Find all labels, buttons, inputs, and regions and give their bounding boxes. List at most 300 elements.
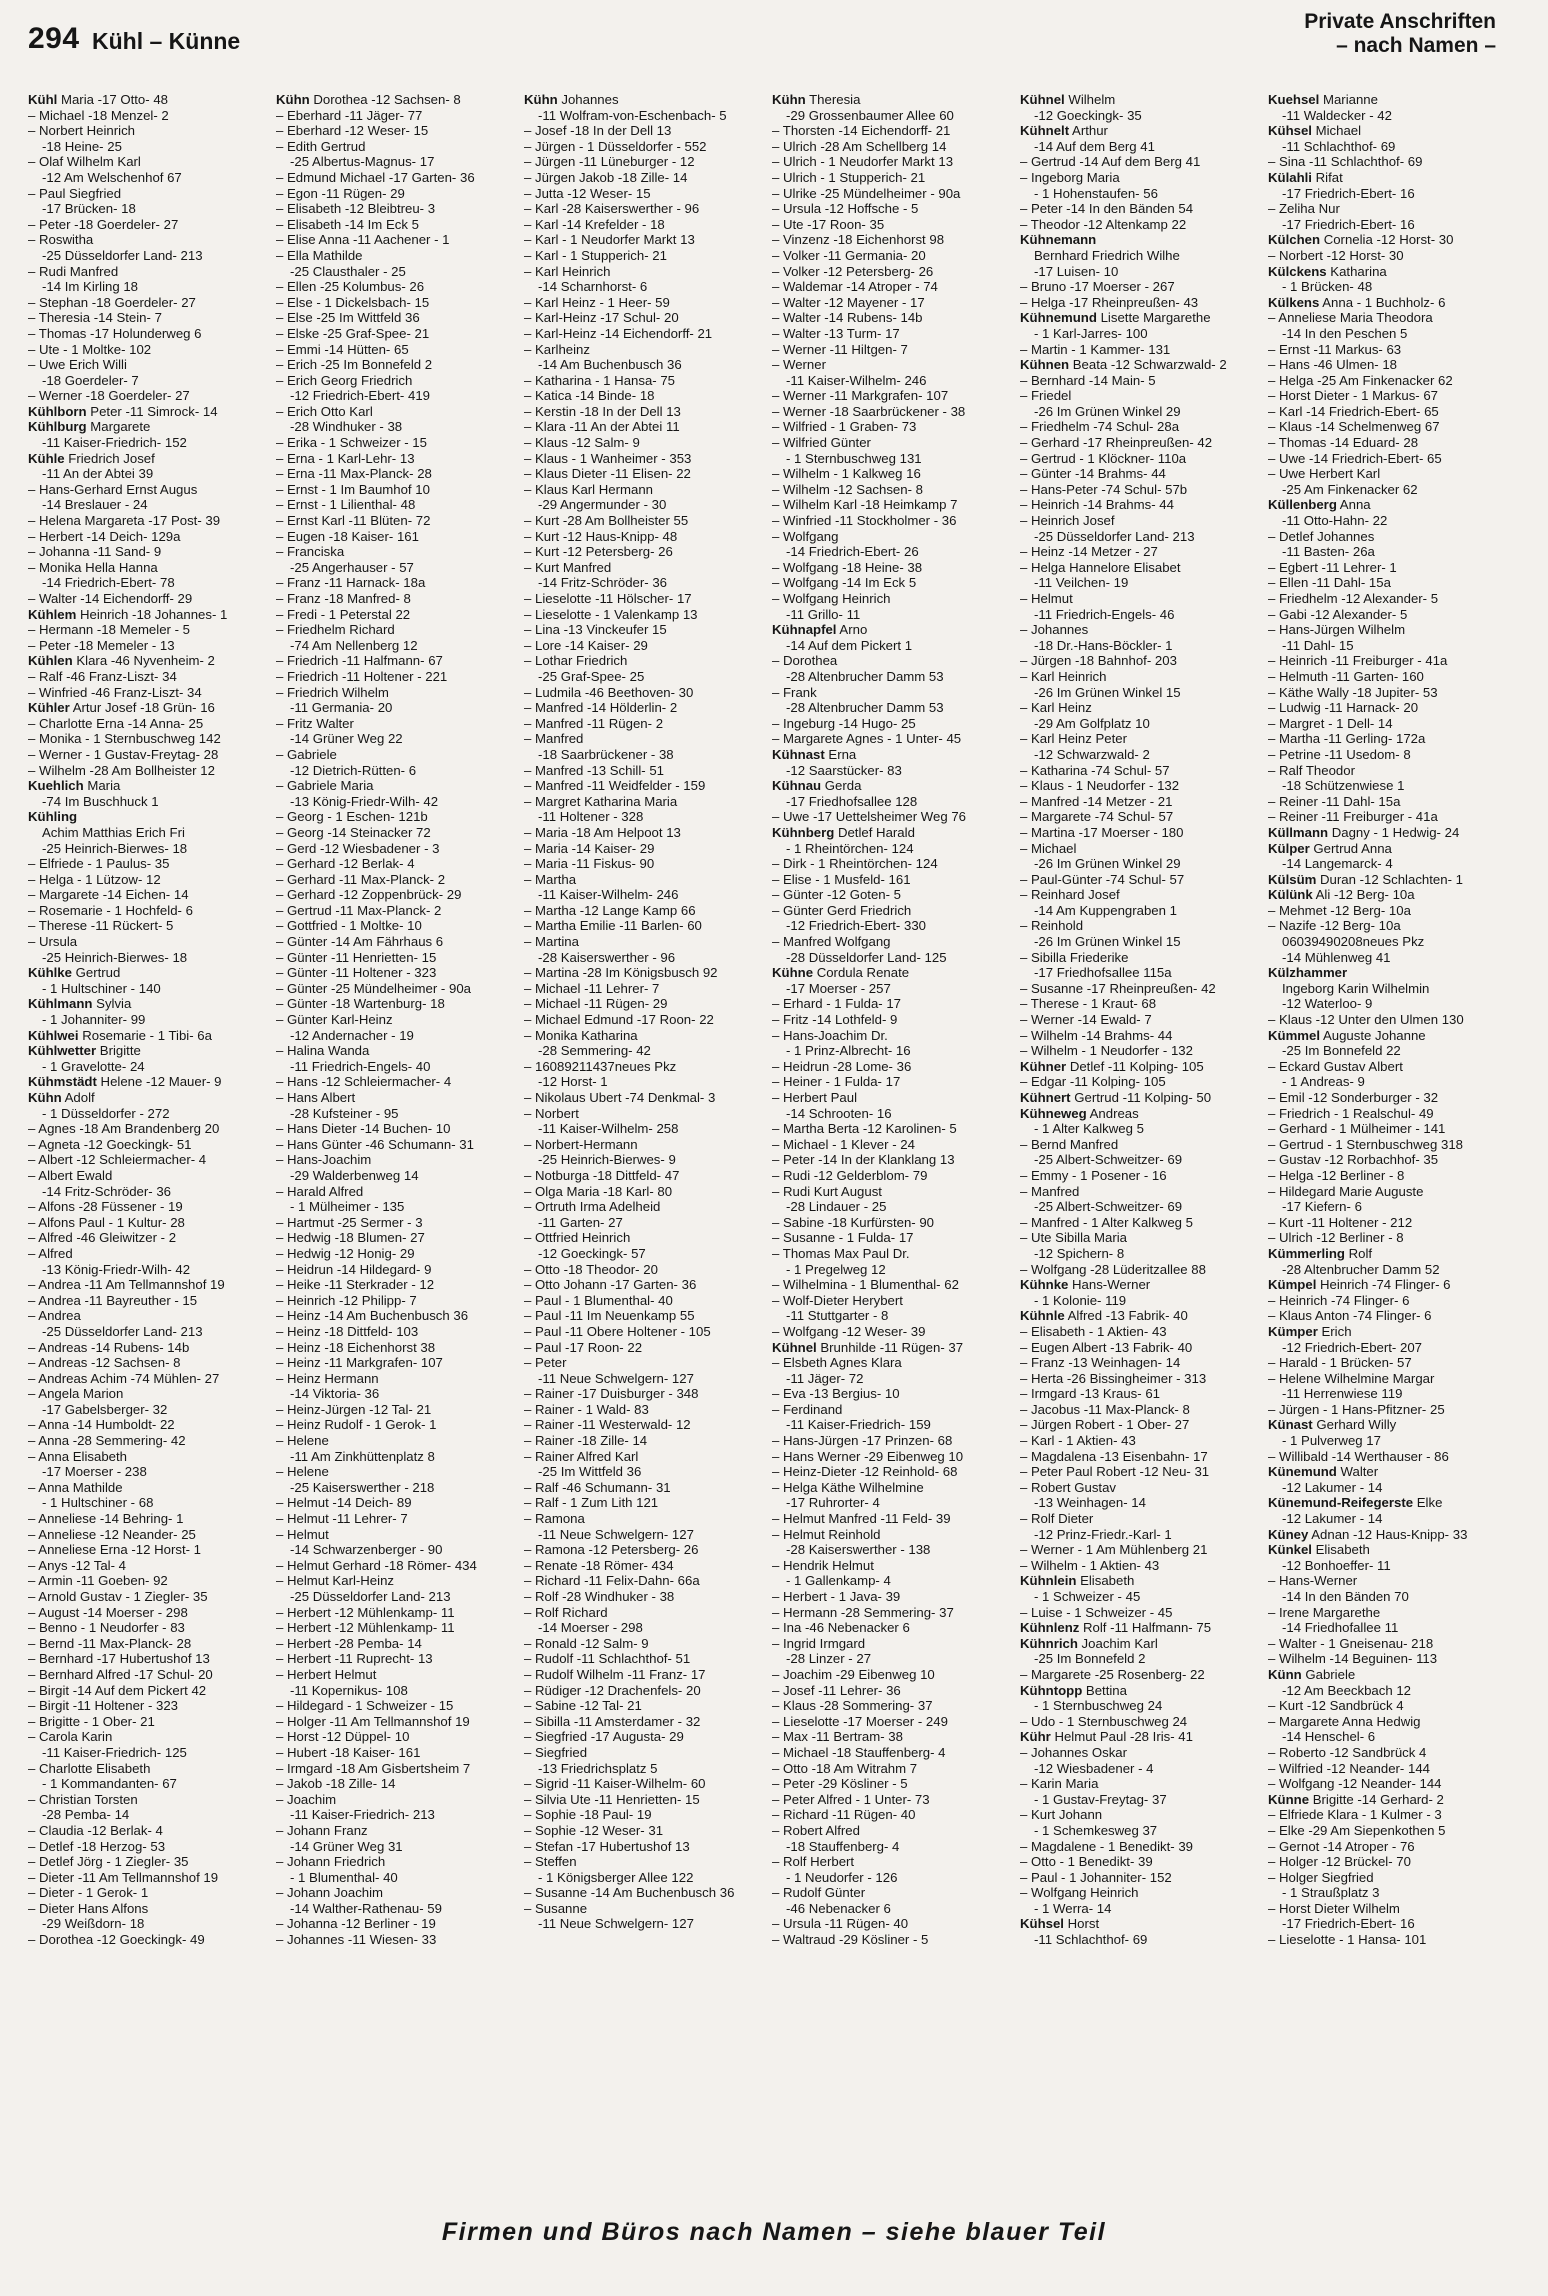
directory-entry: – Rudolf -11 Schlachthof- 51 xyxy=(524,1651,691,1667)
directory-entry: – Harald Alfred xyxy=(276,1183,364,1199)
directory-entry: – Emmi -14 Hütten- 65 xyxy=(276,341,409,357)
directory-entry: – Karl - 1 Neudorfer Markt 13 xyxy=(524,232,695,248)
directory-entry: – Karl -14 Friedrich-Ebert- 65 xyxy=(1268,403,1439,419)
directory-entry: – Rainer -11 Westerwald- 12 xyxy=(524,1417,691,1433)
directory-entry: – Heidrun -28 Lome- 36 xyxy=(772,1058,912,1074)
directory-entry: – Heinz Hermann xyxy=(276,1370,379,1386)
directory-entry: – Wolfgang -14 Im Eck 5 xyxy=(772,575,917,591)
directory-entry: – Jürgen - 1 Hans-Pfitzner- 25 xyxy=(1268,1401,1445,1417)
directory-entry: – Heike -11 Sterkrader - 12 xyxy=(276,1277,435,1293)
directory-entry: – Claudia -12 Berlak- 4 xyxy=(28,1822,163,1838)
directory-entry: – Heidrun -14 Hildegard- 9 xyxy=(276,1261,432,1277)
directory-entry: -11 Basten- 26a xyxy=(1282,544,1375,560)
directory-entry: – Else - 1 Dickelsbach- 15 xyxy=(276,294,430,310)
directory-entry: – Helmut xyxy=(276,1526,329,1542)
directory-entry: – Susanne -17 Rheinpreußen- 42 xyxy=(1020,980,1216,996)
directory-entry: Kühntopp Bettina xyxy=(1020,1682,1127,1698)
directory-entry: – Eberhard -11 Jäger- 77 xyxy=(276,107,423,123)
directory-entry: – Michael Edmund -17 Roon- 22 xyxy=(524,1012,714,1028)
directory-entry: -14 Friedrich-Ebert- 78 xyxy=(42,575,175,591)
directory-entry: – Birgit -11 Holtener - 323 xyxy=(28,1698,179,1714)
directory-entry: – Anneliese Maria Theodora xyxy=(1268,310,1433,326)
directory-entry: Kühnlein Elisabeth xyxy=(1020,1573,1135,1589)
directory-entry: – Armin -11 Goeben- 92 xyxy=(28,1573,168,1589)
directory-entry: - 1 Gallenkamp- 4 xyxy=(786,1573,891,1589)
directory-entry: -14 Viktoria- 36 xyxy=(290,1386,380,1402)
directory-entry: – Jacobus -11 Max-Planck- 8 xyxy=(1020,1401,1190,1417)
directory-entry: – Klara -11 An der Abtei 11 xyxy=(524,419,680,435)
directory-entry: -29 Angermunder - 30 xyxy=(538,497,667,513)
directory-entry: – Joachim -29 Eibenweg 10 xyxy=(772,1666,935,1682)
directory-entry: – Anna Elisabeth xyxy=(28,1448,127,1464)
directory-entry: – Erich -25 Im Bonnefeld 2 xyxy=(276,357,433,373)
directory-entry: - 1 Sternbuschweg 131 xyxy=(786,450,922,466)
directory-entry: – Helmut Karl-Heinz xyxy=(276,1573,394,1589)
directory-entry: – Mehmet -12 Berg- 10a xyxy=(1268,902,1411,918)
directory-entry: – Margarete -25 Rosenberg- 22 xyxy=(1020,1666,1205,1682)
directory-entry: – Frank xyxy=(772,684,817,700)
directory-entry: Kühnen Beata -12 Schwarzwald- 2 xyxy=(1020,357,1227,373)
directory-entry: – Paul-Günter -74 Schul- 57 xyxy=(1020,871,1185,887)
directory-entry: – Ottfried Heinrich xyxy=(524,1230,631,1246)
directory-entry: – Stefan -17 Hubertushof 13 xyxy=(524,1838,690,1854)
directory-entry: Küllmann Dagny - 1 Hedwig- 24 xyxy=(1268,824,1460,840)
directory-entry: Kühn Adolf xyxy=(28,1090,95,1105)
directory-entry: – Heinz -11 Markgrafen- 107 xyxy=(276,1355,443,1371)
directory-entry: Kümper Erich xyxy=(1268,1323,1352,1339)
directory-entry: – Ludmila -46 Beethoven- 30 xyxy=(524,684,694,700)
directory-entry: Kühnemund Lisette Margarethe xyxy=(1020,310,1211,326)
directory-entry: Kühlen Klara -46 Nyvenheim- 2 xyxy=(28,653,215,669)
directory-entry: – Elisabeth -14 Im Eck 5 xyxy=(276,216,419,232)
directory-entry: – Walter -13 Turm- 17 xyxy=(772,325,900,341)
directory-entry: -11 Neue Schwelgern- 127 xyxy=(538,1916,694,1932)
directory-entry: -28 Kaiserswerther - 138 xyxy=(786,1542,931,1558)
directory-entry: – Gerhard -11 Max-Planck- 2 xyxy=(276,871,446,887)
directory-entry: – Paul - 1 Johanniter- 152 xyxy=(1020,1869,1172,1885)
directory-entry: – Paul -11 Obere Holtener - 105 xyxy=(524,1323,711,1339)
directory-entry: -11 Neue Schwelgern- 127 xyxy=(538,1370,694,1386)
directory-entry: – Andrea xyxy=(28,1308,81,1324)
directory-entry: – Ellen -25 Kolumbus- 26 xyxy=(276,279,425,295)
directory-entry: – Volker -11 Germania- 20 xyxy=(772,247,926,263)
directory-entry: -13 Friedrichsplatz 5 xyxy=(538,1760,658,1776)
directory-entry: – Heinz -18 Dittfeld- 103 xyxy=(276,1323,419,1339)
directory-entry: - 1 Kommandanten- 67 xyxy=(42,1776,177,1792)
directory-entry: – Wolfgang Heinrich xyxy=(1020,1885,1139,1901)
directory-entry: -11 Neue Schwelgern- 127 xyxy=(538,1526,694,1542)
directory-column-2 xyxy=(276,92,524,2212)
directory-entry: – Ursula xyxy=(28,934,78,950)
directory-entry: – Arnold Gustav - 1 Ziegler- 35 xyxy=(28,1589,208,1604)
directory-entry: – Rolf -28 Windhuker - 38 xyxy=(524,1589,675,1604)
directory-entry: -18 Saarbrückener - 38 xyxy=(538,746,674,762)
directory-entry: - 1 Pulverweg 17 xyxy=(1282,1433,1381,1449)
page-header xyxy=(0,0,1548,92)
directory-entry: – Alfons -28 Füssener - 19 xyxy=(28,1199,183,1215)
directory-entry: – Manfred -14 Hölderlin- 2 xyxy=(524,700,678,716)
directory-entry: -11 Garten- 27 xyxy=(538,1214,623,1230)
directory-entry: Kühn Johannes xyxy=(524,92,619,107)
directory-entry: – Walter -14 Eichendorff- 29 xyxy=(28,591,193,606)
directory-entry: -17 Friedrich-Ebert- 16 xyxy=(1282,185,1415,201)
directory-entry: – Karl Heinz Peter xyxy=(1020,731,1128,747)
directory-entry: - 1 Werra- 14 xyxy=(1034,1900,1112,1916)
directory-entry: – Hans-Jürgen Wilhelm xyxy=(1268,622,1406,638)
directory-entry: – Ralf -46 Franz-Liszt- 34 xyxy=(28,668,177,684)
directory-entry: – Heinrich -12 Philipp- 7 xyxy=(276,1292,417,1308)
directory-entry: – Hans-Joachim Dr. xyxy=(772,1027,888,1043)
directory-entry: Kühling xyxy=(28,809,78,825)
directory-entry: – Heinz -14 Metzer - 27 xyxy=(1020,544,1158,560)
directory-entry: – Günter -18 Wartenburg- 18 xyxy=(276,996,445,1012)
directory-entry: – Fritz -14 Lothfeld- 9 xyxy=(772,1012,898,1028)
directory-entry: -26 Im Grünen Winkel 29 xyxy=(1034,856,1181,872)
directory-entry: -25 Im Bonnefeld 2 xyxy=(1034,1651,1146,1667)
directory-entry: – Gustav -12 Rorbachhof- 35 xyxy=(1268,1152,1439,1168)
directory-entry: -25 Angerhauser - 57 xyxy=(290,559,414,575)
directory-entry: – Lieselotte - 1 Valenkamp 13 xyxy=(524,606,698,622)
directory-entry: – Rainer Alfred Karl xyxy=(524,1448,639,1464)
directory-entry: – Günter Karl-Heinz xyxy=(276,1012,393,1028)
directory-entry: – Lore -14 Kaiser- 29 xyxy=(524,637,648,653)
directory-entry: – Martha -11 Gerling- 172a xyxy=(1268,731,1426,747)
directory-entry: – Uwe Erich Willi xyxy=(28,357,127,373)
directory-entry: – Klaus -12 Unter den Ulmen 130 xyxy=(1268,1012,1464,1028)
directory-entry: – Hendrik Helmut xyxy=(772,1557,874,1573)
directory-entry: – Hildegard - 1 Schweizer - 15 xyxy=(276,1698,454,1714)
directory-entry: – Peter -14 In der Klanklang 13 xyxy=(772,1152,955,1168)
directory-entry: -12 Friedrich-Ebert- 207 xyxy=(1282,1339,1422,1355)
directory-entry: – Gabi -12 Alexander- 5 xyxy=(1268,606,1408,622)
directory-entry: – Harald - 1 Brücken- 57 xyxy=(1268,1355,1412,1371)
directory-entry: – Johanna -12 Berliner - 19 xyxy=(276,1916,436,1932)
directory-entry: Kühnast Erna xyxy=(772,746,857,762)
directory-entry: – Birgit -14 Auf dem Pickert 42 xyxy=(28,1682,207,1698)
directory-entry: Kühner Detlef -11 Kolping- 105 xyxy=(1020,1058,1204,1074)
directory-entry: -12 Dietrich-Rütten- 6 xyxy=(290,762,417,778)
directory-entry: -14 In den Bänden 70 xyxy=(1282,1589,1409,1604)
directory-entry: Külsüm Duran -12 Schlachten- 1 xyxy=(1268,871,1463,887)
directory-entry: – Karl Heinrich xyxy=(1020,668,1107,684)
directory-entry: – Helga -25 Am Finkenacker 62 xyxy=(1268,372,1453,388)
directory-entry: – Margret Katharina Maria xyxy=(524,793,678,809)
directory-entry: Kümmerling Rolf xyxy=(1268,1245,1373,1261)
directory-entry: – Helmut xyxy=(1020,591,1073,606)
directory-entry: – Norbert-Hermann xyxy=(524,1136,638,1152)
directory-entry: -13 König-Friedr-Wilh- 42 xyxy=(42,1261,191,1277)
directory-entry: – Waldemar -14 Atroper - 74 xyxy=(772,279,938,295)
directory-entry: – Dieter -11 Am Tellmannshof 19 xyxy=(28,1869,219,1885)
directory-entry: -25 Heinrich-Bierwes- 18 xyxy=(42,840,188,856)
directory-entry: – Walter -12 Mayener - 17 xyxy=(772,294,925,310)
directory-entry: – Hubert -18 Kaiser- 161 xyxy=(276,1744,421,1760)
directory-entry: – Ludwig -11 Harnack- 20 xyxy=(1268,700,1419,716)
directory-entry: -25 Im Bonnefeld 22 xyxy=(1282,1043,1401,1059)
directory-entry: – Franciska xyxy=(276,544,345,560)
directory-entry: -28 Düsseldorfer Land- 125 xyxy=(786,949,947,965)
directory-entry: – Egon -11 Rügen- 29 xyxy=(276,185,405,201)
directory-entry: – Günter -11 Henrietten- 15 xyxy=(276,949,437,965)
directory-entry: -25 Graf-Spee- 25 xyxy=(538,668,645,684)
directory-entry: -25 Düsseldorfer Land- 213 xyxy=(42,1323,203,1339)
directory-entry: – Kerstin -18 In der Dell 13 xyxy=(524,403,681,419)
directory-entry: – Gernot -14 Atroper - 76 xyxy=(1268,1838,1415,1854)
directory-entry: – Peter -18 Memeler - 13 xyxy=(28,637,175,653)
directory-entry: -17 Ruhrorter- 4 xyxy=(786,1495,880,1511)
directory-entry: – Peter Paul Robert -12 Neu- 31 xyxy=(1020,1464,1210,1480)
directory-entry: – Erika - 1 Schweizer - 15 xyxy=(276,435,427,451)
directory-entry: – Klaus -28 Sommering- 37 xyxy=(772,1698,933,1714)
directory-entry: -12 Am Welschenhof 67 xyxy=(42,169,182,185)
directory-entry: – Lieselotte - 1 Hansa- 101 xyxy=(1268,1932,1427,1948)
directory-entry: – Friedhelm Richard xyxy=(276,622,395,638)
directory-entry: – Erna -11 Max-Planck- 28 xyxy=(276,466,432,482)
directory-entry: – Thomas -14 Eduard- 28 xyxy=(1268,435,1419,451)
directory-entry: – Susanne -14 Am Buchenbusch 36 xyxy=(524,1885,735,1901)
directory-entry: – Magdalena -13 Eisenbahn- 17 xyxy=(1020,1448,1208,1464)
directory-column-4 xyxy=(772,92,1020,2212)
directory-entry: – Manfred -13 Schill- 51 xyxy=(524,762,665,778)
directory-entry: – Werner - 1 Gustav-Freytag- 28 xyxy=(28,746,219,762)
directory-entry: Kümmel Auguste Johanne xyxy=(1268,1027,1426,1043)
directory-entry: - 1 Karl-Jarres- 100 xyxy=(1034,325,1148,341)
directory-entry: -11 Schlachthof- 69 xyxy=(1282,138,1396,154)
directory-entry: – Elfriede - 1 Paulus- 35 xyxy=(28,856,170,872)
directory-entry: – Ulrike -25 Mündelheimer - 90a xyxy=(772,185,961,201)
directory-entry: – Susanne - 1 Fulda- 17 xyxy=(772,1230,914,1246)
directory-entry: – Theresia -14 Stein- 7 xyxy=(28,310,162,326)
directory-entry: – Heinz-Dieter -12 Reinhold- 68 xyxy=(772,1464,958,1480)
directory-entry: – Helmut -14 Deich- 89 xyxy=(276,1495,412,1511)
directory-entry: – Michael -18 Stauffenberg- 4 xyxy=(772,1744,946,1760)
directory-entry: -11 Otto-Hahn- 22 xyxy=(1282,513,1388,529)
directory-entry: -25 Albertus-Magnus- 17 xyxy=(290,154,435,170)
directory-entry: -13 Weinhagen- 14 xyxy=(1034,1495,1146,1511)
directory-entry: -17 Moerser - 257 xyxy=(786,980,891,996)
directory-entry: – Ingrid Irmgard xyxy=(772,1635,866,1651)
directory-entry: -12 Prinz-Friedr.-Karl- 1 xyxy=(1034,1526,1172,1542)
directory-entry: – Rainer -17 Duisburger - 348 xyxy=(524,1386,699,1402)
directory-entry: – Irmgard -13 Kraus- 61 xyxy=(1020,1386,1160,1402)
directory-entry: -11 Kaiser-Friedrich- 213 xyxy=(290,1807,435,1823)
directory-entry: – Wilfried Günter xyxy=(772,435,871,451)
directory-entry: – Helga Hannelore Elisabet xyxy=(1020,559,1181,575)
directory-entry: – Renate -18 Römer- 434 xyxy=(524,1557,674,1573)
directory-entry: – Erich Otto Karl xyxy=(276,403,373,419)
directory-entry: – Edith Gertrud xyxy=(276,138,366,154)
directory-entry: -25 Albert-Schweitzer- 69 xyxy=(1034,1152,1183,1168)
directory-entry: -12 Goeckingk- 57 xyxy=(538,1245,646,1261)
directory-entry: – Helmuth -11 Garten- 160 xyxy=(1268,668,1424,684)
directory-entry: – Hedwig -12 Honig- 29 xyxy=(276,1245,415,1261)
directory-entry: - 1 Düsseldorfer - 272 xyxy=(42,1105,170,1121)
directory-entry: – Holger -11 Am Tellmannshof 19 xyxy=(276,1713,470,1729)
directory-entry: – Zeliha Nur xyxy=(1268,201,1340,217)
directory-entry: – Johannes Oskar xyxy=(1020,1744,1128,1760)
directory-entry: – Werner -18 Saarbrückener - 38 xyxy=(772,403,966,419)
directory-entry: – Werner xyxy=(772,357,826,373)
directory-entry: – Udo - 1 Sternbuschweg 24 xyxy=(1020,1713,1188,1729)
directory-entry: -14 Grüner Weg 31 xyxy=(290,1838,403,1854)
directory-entry: -11 Kaiser-Wilhelm- 246 xyxy=(786,372,927,388)
directory-entry: -14 Im Kirling 18 xyxy=(42,279,139,295)
directory-entry: – Herbert Paul xyxy=(772,1090,858,1105)
section-title xyxy=(1304,10,1496,58)
directory-entry: – Wolf-Dieter Herybert xyxy=(772,1292,903,1308)
directory-entry: Küney Adnan -12 Haus-Knipp- 33 xyxy=(1268,1526,1468,1542)
directory-entry: – Heinrich -11 Freiburger - 41a xyxy=(1268,653,1448,669)
directory-entry: – Stephan -18 Goerdeler- 27 xyxy=(28,294,196,310)
directory-entry: – Käthe Wally -18 Jupiter- 53 xyxy=(1268,684,1438,700)
footer-note: Firmen und Büros nach Namen – siehe blauer Teil xyxy=(441,2218,1107,2246)
directory-entry: – Eva -13 Bergius- 10 xyxy=(772,1386,900,1402)
directory-entry: -74 Am Nellenberg 12 xyxy=(290,637,418,653)
directory-entry: – Wolfgang xyxy=(772,528,839,544)
directory-entry: – Michael -11 Lehrer- 7 xyxy=(524,980,660,996)
directory-entry: -17 Friedhofsallee 115a xyxy=(1034,965,1172,981)
directory-entry: -25 Im Wittfeld 36 xyxy=(538,1464,642,1480)
directory-entry: – Norbert Heinrich xyxy=(28,123,136,139)
directory-entry: – Georg -14 Steinacker 72 xyxy=(276,824,431,840)
directory-entry: -11 Stuttgarter - 8 xyxy=(786,1308,889,1324)
directory-entry: – Hans Dieter -14 Buchen- 10 xyxy=(276,1121,451,1137)
directory-entry: – Anneliese Erna -12 Horst- 1 xyxy=(28,1542,201,1558)
directory-columns xyxy=(28,92,1518,2212)
directory-entry: – Halina Wanda xyxy=(276,1043,370,1059)
directory-entry: – Lieselotte -17 Moerser - 249 xyxy=(772,1713,948,1729)
directory-entry: – Manfred - 1 Alter Kalkweg 5 xyxy=(1020,1214,1193,1230)
directory-entry: – Günter Gerd Friedrich xyxy=(772,902,912,918)
directory-entry: – Hans-Joachim xyxy=(276,1152,372,1168)
directory-entry: – Alfons Paul - 1 Kultur- 28 xyxy=(28,1214,185,1230)
directory-entry: – Wilhelm Karl -18 Heimkamp 7 xyxy=(772,497,958,513)
directory-entry: – Ingeborg Maria xyxy=(1020,169,1120,185)
directory-entry: -11 Kaiser-Friedrich- 152 xyxy=(42,435,187,451)
directory-entry: -28 Semmering- 42 xyxy=(538,1043,651,1059)
directory-entry: – Bernhard Alfred -17 Schul- 20 xyxy=(28,1666,213,1682)
directory-entry: -12 Lakumer - 14 xyxy=(1282,1479,1383,1495)
directory-entry: – Ferdinand xyxy=(772,1401,843,1417)
directory-entry: – Albert -12 Schleiermacher- 4 xyxy=(28,1152,207,1168)
directory-entry: – Klaus - 1 Wanheimer - 353 xyxy=(524,450,692,466)
directory-entry: – Kurt -28 Am Bollheister 55 xyxy=(524,513,689,529)
directory-entry: – Michael xyxy=(1020,840,1077,856)
directory-entry: – Jürgen -11 Lüneburger - 12 xyxy=(524,154,695,170)
directory-entry: -14 Schwarzenberger - 90 xyxy=(290,1542,443,1558)
directory-entry: – Martha xyxy=(524,871,577,887)
directory-entry: Künn Gabriele xyxy=(1268,1666,1356,1682)
directory-entry: -14 Mühlenweg 41 xyxy=(1282,949,1391,965)
directory-entry: 06039490208neues Pkz xyxy=(1282,934,1425,950)
directory-entry: – Helmut Gerhard -18 Römer- 434 xyxy=(276,1557,477,1573)
directory-entry: - 1 Prinz-Albrecht- 16 xyxy=(786,1043,911,1059)
directory-entry: – Bernhard -14 Main- 5 xyxy=(1020,372,1156,388)
directory-entry: – Helene xyxy=(276,1464,329,1480)
directory-entry: -18 Stauffenberg- 4 xyxy=(786,1838,900,1854)
directory-entry: – Herbert - 1 Java- 39 xyxy=(772,1589,901,1604)
directory-entry: - 1 Hohenstaufen- 56 xyxy=(1034,185,1158,201)
directory-entry: -18 Heine- 25 xyxy=(42,138,122,154)
directory-entry: -25 Düsseldorfer Land- 213 xyxy=(42,247,203,263)
directory-entry: -12 Schwarzwald- 2 xyxy=(1034,746,1150,762)
directory-entry: – Friedhelm -12 Alexander- 5 xyxy=(1268,591,1439,606)
directory-entry: – Helmut -11 Lehrer- 7 xyxy=(276,1511,408,1527)
directory-entry: – Agneta -12 Goeckingk- 51 xyxy=(28,1136,192,1152)
directory-entry: – Ronald -12 Salm- 9 xyxy=(524,1635,649,1651)
directory-entry: – Kurt -12 Petersberg- 26 xyxy=(524,544,673,560)
directory-entry: – Monika Hella Hanna xyxy=(28,559,158,575)
directory-entry: – Rolf Herbert xyxy=(772,1854,855,1870)
directory-entry: – Ulrich -28 Am Schellberg 14 xyxy=(772,138,947,154)
directory-entry: -12 Spichern- 8 xyxy=(1034,1245,1125,1261)
directory-entry: – Karl Heinz - 1 Heer- 59 xyxy=(524,294,670,310)
directory-entry: – Hartmut -25 Sermer - 3 xyxy=(276,1214,423,1230)
directory-entry: – Gertrud - 1 Sternbuschweg 318 xyxy=(1268,1136,1463,1152)
directory-entry: – Helga -12 Berliner - 8 xyxy=(1268,1167,1405,1183)
directory-entry: – Andreas -14 Rubens- 14b xyxy=(28,1339,190,1355)
directory-entry: – Sophie -12 Weser- 31 xyxy=(524,1822,664,1838)
directory-entry: – Hildegard Marie Auguste xyxy=(1268,1183,1424,1199)
directory-entry: – Hermann -28 Semmering- 37 xyxy=(772,1604,954,1620)
directory-entry: – Reinhard Josef xyxy=(1020,887,1120,903)
directory-entry: – Herta -26 Bissingheimer - 313 xyxy=(1020,1370,1207,1386)
directory-entry: – Margret - 1 Dell- 14 xyxy=(1268,715,1393,731)
directory-entry: – Hans Günter -46 Schumann- 31 xyxy=(276,1136,474,1152)
directory-entry: – Roberto -12 Sandbrück 4 xyxy=(1268,1744,1427,1760)
directory-entry: – Gertrud -14 Auf dem Berg 41 xyxy=(1020,154,1201,170)
directory-entry: – Martha Emilie -11 Barlen- 60 xyxy=(524,918,702,934)
directory-entry: – Gottfried - 1 Moltke- 10 xyxy=(276,918,422,934)
directory-entry: – Karl -28 Kaiserswerther - 96 xyxy=(524,201,700,217)
directory-entry: – Hans Albert xyxy=(276,1090,356,1105)
directory-entry: – Johann Friedrich xyxy=(276,1854,386,1870)
directory-entry: – Friedhelm -74 Schul- 28a xyxy=(1020,419,1180,435)
directory-entry: – Wilhelm -28 Am Bollheister 12 xyxy=(28,762,215,778)
directory-entry: Kühlburg Margarete xyxy=(28,419,151,435)
directory-entry: – Uwe Herbert Karl xyxy=(1268,466,1381,482)
directory-entry: – Paul -17 Roon- 22 xyxy=(524,1339,643,1355)
directory-entry: Kühn Theresia xyxy=(772,92,861,107)
directory-entry: -12 Friedrich-Ebert- 330 xyxy=(786,918,926,934)
directory-entry: – Waltraud -29 Kösliner - 5 xyxy=(772,1932,929,1948)
directory-entry: – Martina xyxy=(524,934,579,950)
directory-entry: - 1 Rheintörchen- 124 xyxy=(786,840,914,856)
directory-entry: – Dieter - 1 Gerok- 1 xyxy=(28,1885,149,1901)
directory-entry: Künemund Walter xyxy=(1268,1464,1379,1480)
directory-entry: – Carola Karin xyxy=(28,1729,113,1745)
directory-entry: – Ernst Karl -11 Blüten- 72 xyxy=(276,513,431,529)
directory-entry: -14 Friedhofallee 11 xyxy=(1282,1620,1399,1636)
directory-entry: – Heinz -18 Eichenhorst 38 xyxy=(276,1339,436,1355)
directory-entry: Külckens Katharina xyxy=(1268,263,1387,279)
directory-entry: – Ellen -11 Dahl- 15a xyxy=(1268,575,1391,591)
directory-entry: Kühsel Horst xyxy=(1020,1916,1100,1932)
directory-entry: – Emil -12 Sonderburger - 32 xyxy=(1268,1090,1439,1105)
directory-entry: – Maria -11 Fiskus- 90 xyxy=(524,856,655,872)
directory-entry: – Manfred -14 Metzer - 21 xyxy=(1020,793,1173,809)
directory-entry: – Manfred Wolfgang xyxy=(772,934,891,950)
directory-entry: -11 Waldecker - 42 xyxy=(1282,107,1392,123)
directory-entry: -29 Am Golfplatz 10 xyxy=(1034,715,1150,731)
directory-entry: – Reiner -11 Freiburger - 41a xyxy=(1268,809,1438,825)
directory-entry: -17 Kiefern- 6 xyxy=(1282,1199,1362,1215)
directory-entry: -25 Heinrich-Bierwes- 18 xyxy=(42,949,188,965)
directory-entry: Kühr Helmut Paul -28 Iris- 41 xyxy=(1020,1729,1193,1745)
directory-entry: – Olga Maria -18 Karl- 80 xyxy=(524,1183,673,1199)
directory-entry: – Dorothea xyxy=(772,653,838,669)
directory-entry: – Benno - 1 Neudorfer - 83 xyxy=(28,1620,185,1636)
